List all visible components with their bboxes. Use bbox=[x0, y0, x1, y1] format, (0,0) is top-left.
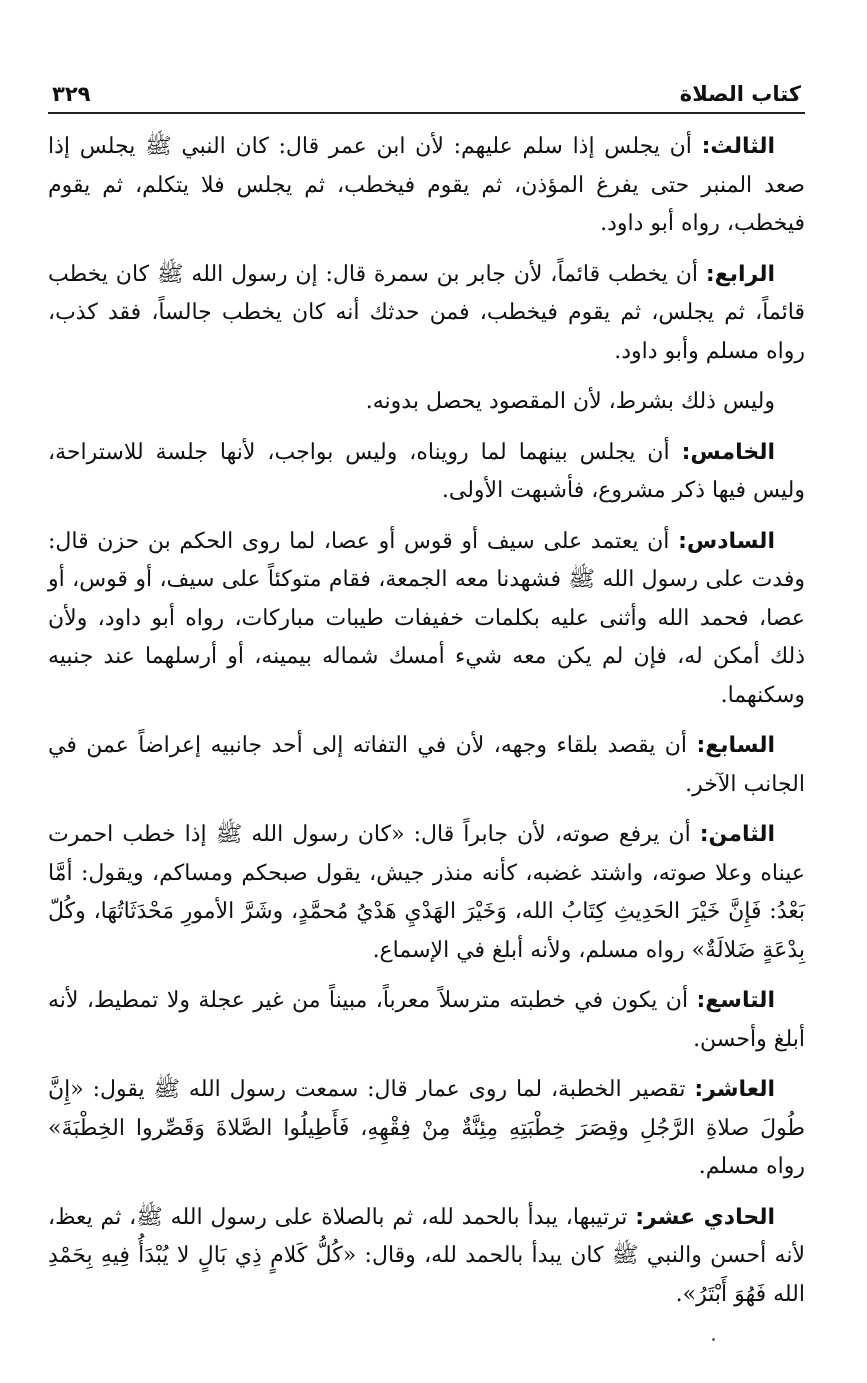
paragraph-lead: الثالث: bbox=[701, 134, 775, 159]
paragraph-lead: الخامس: bbox=[681, 439, 775, 465]
book-page bbox=[48, 70, 805, 1343]
paragraph-text: أن يعتمد على سيف أو قوس أو عصا، لما روى الحكم بن حزن قال: وفدت على رسول الله ﷺ فشهدنا معه الجمعة، فقام متوكئاً على سيف، أو قوس، أو عصا، فحمد الله وأثنى عليه بكلمات خفيفات طيبات مباركات، رواه أبو داود، ولأن ذلك أمكن له، فإن لم يكن معه شيء أمسك شماله بيمينه، أو أرسلهما عند جنبيه وسكنهما. bbox=[48, 528, 805, 708]
paragraph-lead: الرابع: bbox=[705, 261, 775, 287]
paragraph-text: أن يكون في خطبته مترسلاً معرباً، مبيناً من غير عجلة ولا تمطيط، لأنه أبلغ وأحسن. bbox=[48, 988, 805, 1052]
page-body bbox=[48, 114, 805, 1314]
paragraph-lead: الحادي عشر: bbox=[635, 1204, 775, 1230]
running-title: كتاب الصلاة bbox=[679, 82, 801, 106]
paragraph-ninth bbox=[48, 982, 805, 1059]
paragraph-fifth bbox=[48, 434, 805, 511]
page-header bbox=[48, 70, 805, 114]
paragraph-text: أن يجلس بينهما لما رويناه، وليس بواجب، لأنها جلسة للاستراحة، وليس فيها ذكر مشروع، فأشبهت الأولى. bbox=[48, 439, 805, 503]
paragraph-eighth bbox=[48, 816, 805, 970]
paragraph-text: وليس ذلك بشرط، لأن المقصود يحصل بدونه. bbox=[365, 389, 775, 414]
paragraph-lead: السابع: bbox=[696, 733, 775, 758]
paragraph-note bbox=[48, 383, 805, 422]
paragraph-eleventh bbox=[48, 1199, 805, 1315]
paragraph-fourth bbox=[48, 256, 805, 372]
page-number: ٣٢٩ bbox=[52, 82, 91, 106]
paragraph-seventh bbox=[48, 727, 805, 804]
paragraph-third bbox=[48, 128, 805, 244]
paragraph-text: أن يخطب قائماً، لأن جابر بن سمرة قال: إن رسول الله ﷺ كان يخطب قائماً، ثم يجلس، ثم يقوم فيخطب، فمن حدثك أنه كان يخطب جالساً، فقد كذب، رواه مسلم وأبو داود. bbox=[48, 261, 805, 364]
paragraph-text: أن يجلس إذا سلم عليهم: لأن ابن عمر قال: كان النبي ﷺ يجلس إذا صعد المنبر حتى يفرغ المؤذن، ثم يقوم فيخطب، ثم يجلس فلا يتكلم، ثم يقوم فيخطب، رواه أبو داود. bbox=[48, 134, 805, 236]
paragraph-tenth bbox=[48, 1071, 805, 1187]
paragraph-lead: العاشر: bbox=[694, 1077, 775, 1102]
paragraph-text: أن يقصد بلقاء وجهه، لأن في التفاته إلى أحد جانبيه إعراضاً عمن في الجانب الآخر. bbox=[48, 733, 805, 797]
paragraph-text: أن يرفع صوته، لأن جابراً قال: «كان رسول الله ﷺ إذا خطب احمرت عيناه وعلا صوته، واشتد غضبه، كأنه منذر جيش، يقول صبحكم ومساكم، ويقول: أمَّا بَعْدُ: فَإِنَّ خَيْرَ الحَدِيثِ كِتَابُ الله، وَخَيْرَ الهَدْيِ هَدْيُ مُحمَّدٍ، وشَرَّ الأمورِ مَحْدَثَاتُهَا، وكُلّ بِدْعَةٍ ضَلالَةٌ» رواه مسلم، ولأنه أبلغ في الإسماع. bbox=[48, 822, 805, 963]
page-mark bbox=[712, 1338, 715, 1341]
paragraph-text: تقصير الخطبة، لما روى عمار قال: سمعت رسول الله ﷺ يقول: «إِنَّ طُولَ صلاةِ الرَّجُلِ وقِصَرَ خِطْبَتِهِ مِئِنَّةٌ مِنْ فِقْهِهِ، فَأَطِيلُوا الصَّلاةَ وَقَصِّروا الخِطْبَةَ» رواه مسلم. bbox=[48, 1077, 805, 1179]
paragraph-sixth bbox=[48, 523, 805, 716]
paragraph-text: ترتيبها، يبدأ بالحمد لله، ثم بالصلاة على رسول الله ﷺ، ثم يعظ، لأنه أحسن والنبي ﷺ كان يبدأ بالحمد لله، وقال: «كُلُّ كَلامٍ ذِي بَالٍ لا يُبْدَأُ فِيهِ بِحَمْدِ الله فَهُوَ أَبْتَرُ». bbox=[48, 1204, 805, 1307]
paragraph-lead: التاسع: bbox=[696, 988, 775, 1013]
paragraph-lead: السادس: bbox=[678, 528, 775, 554]
paragraph-lead: الثامن: bbox=[699, 822, 775, 847]
